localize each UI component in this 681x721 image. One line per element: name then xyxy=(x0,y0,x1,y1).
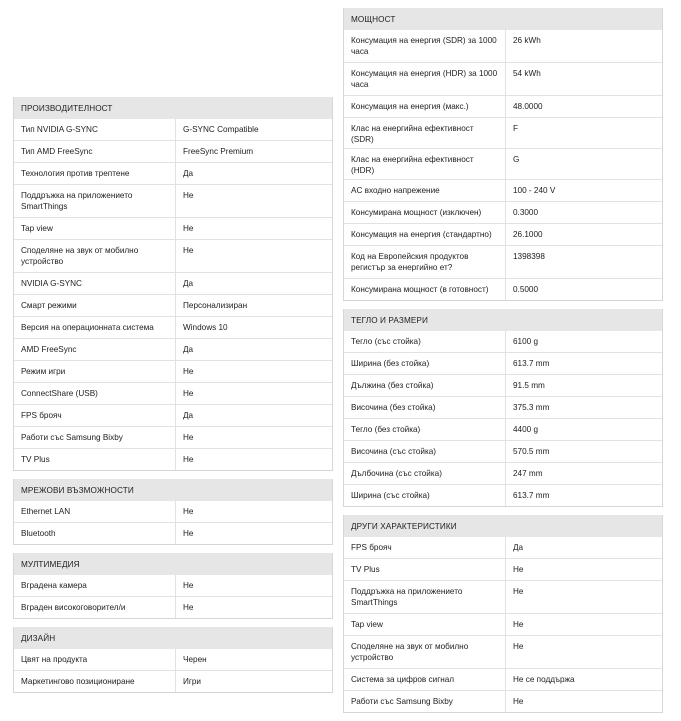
spec-table xyxy=(344,30,662,300)
spec-value: Не xyxy=(176,218,333,240)
spec-label: Консумирана мощност (в готовност) xyxy=(344,279,506,301)
spec-row xyxy=(344,224,662,246)
spec-row xyxy=(344,63,662,96)
spec-label: Код на Европейския продуктов регистър за енергийно ет? xyxy=(344,246,506,279)
spec-value: 1398398 xyxy=(506,246,663,279)
section-other-features xyxy=(343,515,663,713)
spec-row xyxy=(344,614,662,636)
spec-value: 0.3000 xyxy=(506,202,663,224)
spec-table xyxy=(14,119,332,470)
spec-row xyxy=(344,375,662,397)
spec-label: Поддръжка на приложението SmartThings xyxy=(344,581,506,614)
spec-row xyxy=(14,575,332,597)
spec-label: Режим игри xyxy=(14,361,176,383)
spec-label: Дълбочина (със стойка) xyxy=(344,463,506,485)
spec-row xyxy=(344,180,662,202)
spec-label: Тегло (със стойка) xyxy=(344,331,506,353)
spec-row xyxy=(14,273,332,295)
section-title: ПРОИЗВОДИТЕЛНОСТ xyxy=(14,97,332,119)
section-title: МРЕЖОВИ ВЪЗМОЖНОСТИ xyxy=(14,479,332,501)
spec-row xyxy=(344,485,662,507)
spec-table xyxy=(14,575,332,618)
spec-label: Смарт режими xyxy=(14,295,176,317)
right-spec-column xyxy=(343,8,663,721)
spec-row xyxy=(344,581,662,614)
spec-label: Ширина (без стойка) xyxy=(344,353,506,375)
spec-label: Консумация на енергия (стандартно) xyxy=(344,224,506,246)
section-multimedia xyxy=(13,553,333,619)
spec-value: Не xyxy=(176,240,333,273)
spec-value: G xyxy=(506,149,663,180)
spec-row xyxy=(344,463,662,485)
spec-label: Система за цифров сигнал xyxy=(344,669,506,691)
spec-row xyxy=(344,118,662,149)
spec-label: Дължина (без стойка) xyxy=(344,375,506,397)
spec-table xyxy=(14,649,332,692)
spec-row xyxy=(14,185,332,218)
section-title: ДИЗАЙН xyxy=(14,627,332,649)
spec-table xyxy=(14,501,332,544)
spec-label: Tap view xyxy=(344,614,506,636)
spec-label: Консумация на енергия (макс.) xyxy=(344,96,506,118)
section-title: МУЛТИМЕДИЯ xyxy=(14,553,332,575)
spec-value: Не xyxy=(506,636,663,669)
spec-row xyxy=(14,427,332,449)
spec-row xyxy=(14,218,332,240)
spec-value: F xyxy=(506,118,663,149)
spec-value: 26.1000 xyxy=(506,224,663,246)
spec-label: Вграден високоговорител/и xyxy=(14,597,176,619)
spec-row xyxy=(14,240,332,273)
spec-value: Игри xyxy=(176,671,333,693)
spec-value: Не xyxy=(176,427,333,449)
spec-row xyxy=(344,559,662,581)
spec-value: Не xyxy=(176,449,333,471)
spec-label: FPS брояч xyxy=(14,405,176,427)
spec-label: Тегло (без стойка) xyxy=(344,419,506,441)
spec-row xyxy=(14,361,332,383)
section-performance xyxy=(13,97,333,471)
spec-value: Не xyxy=(183,507,194,516)
spec-label: Работи със Samsung Bixby xyxy=(344,691,506,713)
spec-row xyxy=(14,523,332,545)
spec-label: Вградена камера xyxy=(14,575,176,597)
spec-label: Цвят на продукта xyxy=(14,649,176,671)
spec-table xyxy=(344,331,662,506)
spec-row xyxy=(344,202,662,224)
spec-row xyxy=(344,353,662,375)
spec-row xyxy=(14,449,332,471)
section-weight-dimensions xyxy=(343,309,663,507)
spec-label: TV Plus xyxy=(344,559,506,581)
spec-value: Черен xyxy=(183,655,207,664)
spec-row xyxy=(14,317,332,339)
spec-row xyxy=(344,331,662,353)
spec-label: Поддръжка на приложението SmartThings xyxy=(14,185,176,218)
spec-value: FreeSync Premium xyxy=(176,141,333,163)
spec-row xyxy=(344,279,662,301)
spec-label: Работи със Samsung Bixby xyxy=(14,427,176,449)
spec-value: 26 kWh xyxy=(513,36,541,45)
spec-label: Ethernet LAN xyxy=(14,501,176,523)
spec-row xyxy=(344,636,662,669)
spec-label: TV Plus xyxy=(14,449,176,471)
section-title: ДРУГИ ХАРАКТЕРИСТИКИ xyxy=(344,515,662,537)
spec-label: Височина (със стойка) xyxy=(344,441,506,463)
section-title: ТЕГЛО И РАЗМЕРИ xyxy=(344,309,662,331)
spec-label: Версия на операционната система xyxy=(14,317,176,339)
spec-row xyxy=(344,537,662,559)
spec-table xyxy=(344,537,662,712)
spec-value: Да xyxy=(176,405,333,427)
spec-value: Не се поддържа xyxy=(506,669,663,691)
spec-label: Тип AMD FreeSync xyxy=(14,141,176,163)
spec-label: AMD FreeSync xyxy=(14,339,176,361)
spec-row xyxy=(344,419,662,441)
spec-row xyxy=(14,119,332,141)
spec-row xyxy=(344,30,662,63)
spec-value: Да xyxy=(176,339,333,361)
spec-label: Споделяне на звук от мобилно устройство xyxy=(14,240,176,273)
spec-label: Консумирана мощност (изключен) xyxy=(344,202,506,224)
spec-label: Маркетингово позициониране xyxy=(14,671,176,693)
spec-row xyxy=(344,246,662,279)
spec-value: Не xyxy=(176,361,333,383)
spec-row xyxy=(344,691,662,713)
spec-row xyxy=(14,339,332,361)
spec-label: Тип NVIDIA G-SYNC xyxy=(14,119,176,141)
spec-label: AC входно напрежение xyxy=(344,180,506,202)
section-networking xyxy=(13,479,333,545)
spec-value: Персонализиран xyxy=(176,295,333,317)
spec-label: Tap view xyxy=(14,218,176,240)
spec-value: Не xyxy=(506,581,663,614)
spec-value: 570.5 mm xyxy=(506,441,663,463)
spec-value: Windows 10 xyxy=(176,317,333,339)
spec-value: 91.5 mm xyxy=(506,375,663,397)
spec-value: Не xyxy=(506,559,663,581)
section-design xyxy=(13,627,333,693)
spec-label: ConnectShare (USB) xyxy=(14,383,176,405)
spec-label: Bluetooth xyxy=(14,523,176,545)
spec-row xyxy=(344,149,662,180)
spec-value: 613.7 mm xyxy=(506,485,663,507)
spec-value: Да xyxy=(176,163,333,185)
spec-row xyxy=(344,96,662,118)
spec-value: 247 mm xyxy=(506,463,663,485)
spec-value: Да xyxy=(513,543,524,552)
spec-label: NVIDIA G-SYNC xyxy=(14,273,176,295)
spec-label: Технология против трептене xyxy=(14,163,176,185)
spec-row xyxy=(14,295,332,317)
spec-label: Консумация на енергия (HDR) за 1000 часа xyxy=(344,63,506,96)
spec-label: FPS брояч xyxy=(344,537,506,559)
left-spec-column xyxy=(13,97,333,701)
spec-value: Не xyxy=(506,691,663,713)
spec-row xyxy=(14,501,332,523)
spec-label: Споделяне на звук от мобилно устройство xyxy=(344,636,506,669)
spec-label: Клас на енергийна ефективност (HDR) xyxy=(344,149,506,180)
spec-value: Не xyxy=(176,185,333,218)
spec-value: 100 - 240 V xyxy=(506,180,663,202)
spec-value: 48.0000 xyxy=(506,96,663,118)
spec-value: Не xyxy=(183,581,194,590)
section-title: МОЩНОСТ xyxy=(344,8,662,30)
spec-row xyxy=(344,441,662,463)
spec-value: 4400 g xyxy=(506,419,663,441)
spec-row xyxy=(14,163,332,185)
section-power xyxy=(343,8,663,301)
spec-row xyxy=(14,649,332,671)
spec-value: G-SYNC Compatible xyxy=(183,125,259,134)
spec-row xyxy=(14,141,332,163)
spec-label: Ширина (със стойка) xyxy=(344,485,506,507)
spec-row xyxy=(14,405,332,427)
spec-label: Височина (без стойка) xyxy=(344,397,506,419)
spec-value: 6100 g xyxy=(513,337,539,346)
spec-value: Не xyxy=(176,383,333,405)
spec-value: Не xyxy=(176,597,333,619)
spec-value: 0.5000 xyxy=(506,279,663,301)
spec-row xyxy=(344,397,662,419)
spec-row xyxy=(344,669,662,691)
spec-value: 54 kWh xyxy=(506,63,663,96)
spec-row xyxy=(14,383,332,405)
spec-label: Клас на енергийна ефективност (SDR) xyxy=(344,118,506,149)
spec-value: 375.3 mm xyxy=(506,397,663,419)
spec-value: 613.7 mm xyxy=(506,353,663,375)
spec-value: Да xyxy=(176,273,333,295)
spec-row xyxy=(14,671,332,693)
spec-value: Не xyxy=(506,614,663,636)
spec-value: Не xyxy=(176,523,333,545)
spec-label: Консумация на енергия (SDR) за 1000 часа xyxy=(344,30,506,63)
spec-row xyxy=(14,597,332,619)
